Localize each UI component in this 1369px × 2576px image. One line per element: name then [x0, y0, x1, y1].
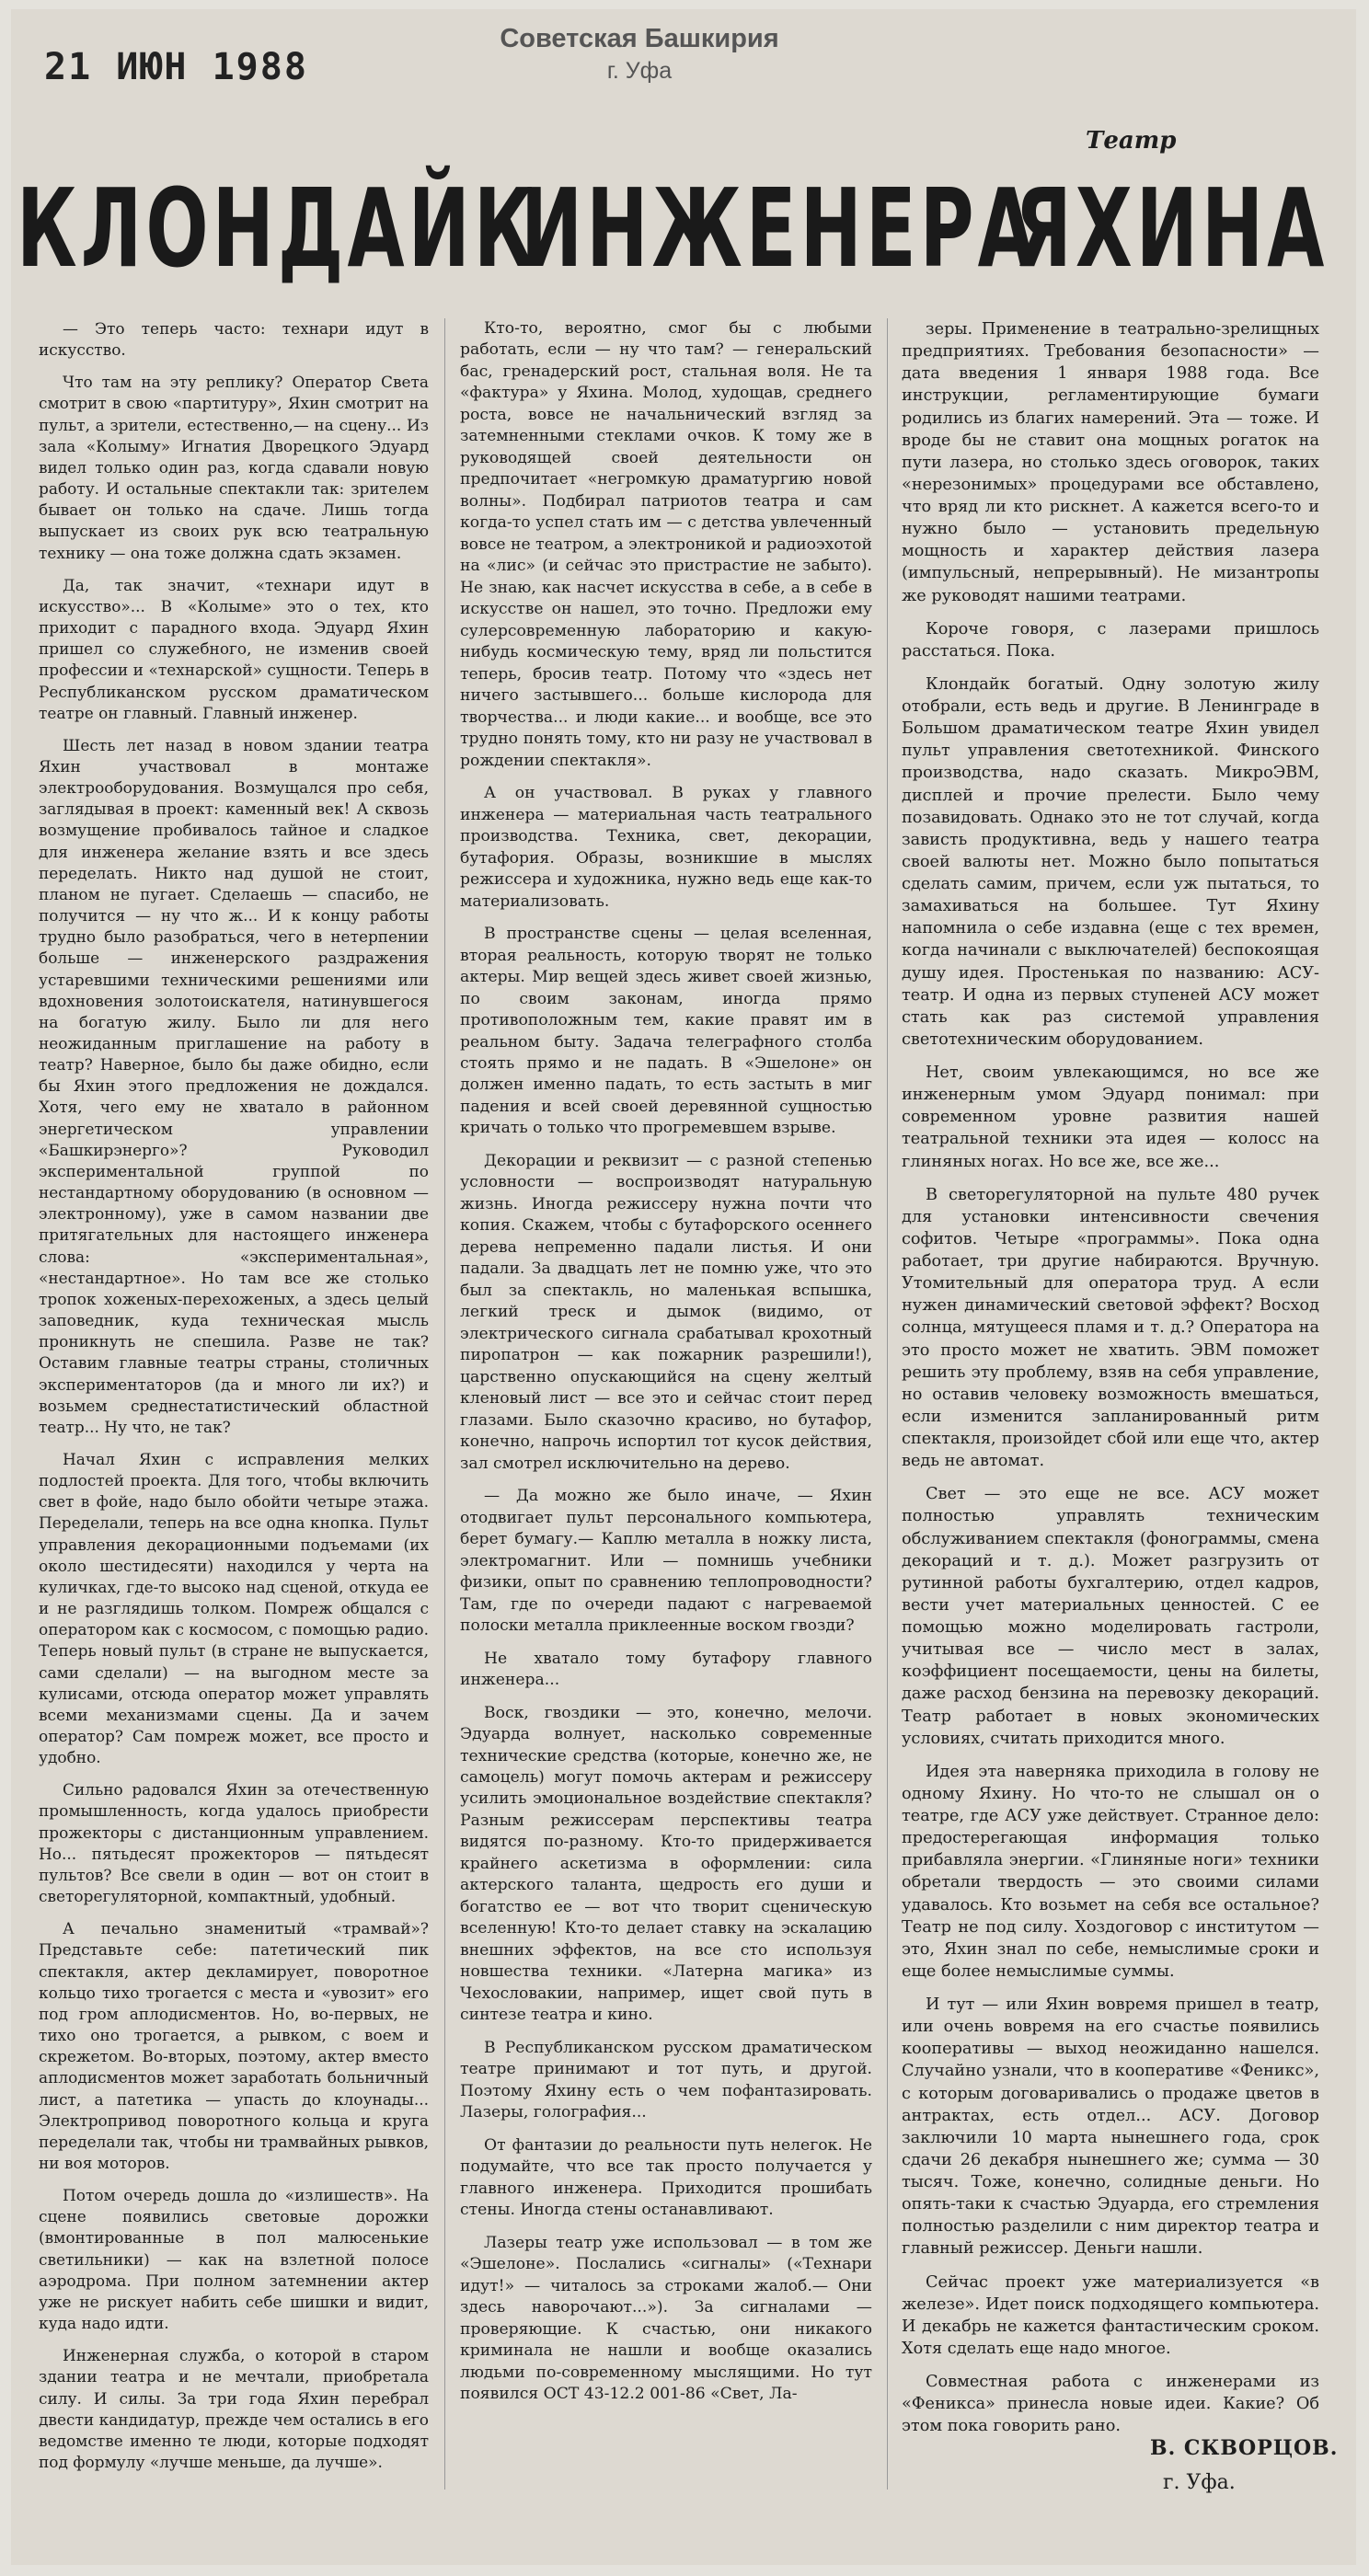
paragraph: Шесть лет назад в новом здании театра Яхин участвовал в монтаже электрооборудования. Возмущался про себя, заглядывая в проект: каменный век! А сквозь возмущение пробивалось тайное и сладкое для инженера желание взять и все здесь переделать. Никто над душой не стоит, планом не пугает. Сделаешь — спасибо, не получится — ну что ж... И к концу работы трудно было разобраться, чего в нетерпении больше — инженерского раздражения устаревшими техническими решениями или вдохновения золотоискателя, натинувшегося на богатую жилу. Было ли для него неожиданным приглашение на работу в театр? Наверное, было бы даже обидно, если бы Яхин этого предложения не дождался. Хотя, чего ему не хватало в районном энергетическом управлении «Башкирэнерго»? Руководил экспериментальной группой по нестандартному оборудованию (в основном — электронному), уже в самом названии две притягательных для настоящего инженера слова: «экспериментальная», «нестандартное». Но там все же столько тропок хоженых-перехоженых, а здесь целый заповедник, куда техническая мысль проникнуть не спешила. Разве не так? Оставим главные театры страны, столичных экспериментаторов (да и много ли их?) и возьмем среднестатистический областной театр... Ну что, не так? [39, 735, 429, 1436]
column-divider [887, 318, 888, 2490]
paragraph: Лазеры театр уже использовал — в том же «Эшелоне». Послались «сигналы» («Технари идут!» — читалось за строками жалоб.— Они здесь наворочают...»). За сигналами — проверяющие. К счастью, они никакого криминала не нашли и вообще оказались людьми по-современному мыслящими. Но тут появился ОСТ 43-12.2 001-86 «Свет, Ла- [460, 2233, 872, 2404]
paragraph: Идея эта наверняка приходила в голову не одному Яхину. Но что-то не слышал он о театре, где АСУ уже действует. Странное дело: предостерегающая информация только прибавляла энергии. «Глиняные ноги» техники обретали твердость — это своими силами удавалось. Кто возьмет на себя все остальное? Театр не под силу. Хоздоговор с институтом — это, Яхин знал по себе, немыслимые сроки и еще более немыслимые суммы. [902, 1762, 1319, 1981]
clipping-date-stamp: 21 ИЮН 1988 [44, 46, 308, 88]
paragraph: Короче говоря, с лазерами пришлось расстаться. Пока. [902, 619, 1319, 661]
paragraph: Кто-то, вероятно, смог бы с любыми работать, если — ну что там? — генеральский бас, гренадерский рост, стальная воля. Не та «фактура» у Яхина. Молод, худощав, среднего роста, вовсе не начальнический взгляд за затемненными стеклами очков. К тому же в руководящей своей деятельности он предпочитает «негромкую драматургию новой волны». Подбирал патриотов театра и сам когда-то успел стать им — с детства увлеченный вовсе не театром, а электроникой и радиоэхотой на «лис» (и сейчас это пристрастие не забыто). Не знаю, как насчет искусства в себе, а в себе в искусстве он нашел, это точно. Предложи ему сулерсовременную лабораторию и какую-нибудь космическую тему, вряд ли польстится теперь, бросив театр. Потому что «здесь нет ничего застывшего... больше кислорода для творчества... и люди какие... и вообще, все это трудно понять тому, кто ни разу не участвовал в рождении спектакля». [460, 319, 872, 770]
headline-word-2: ИНЖЕНЕРА [521, 165, 1039, 292]
paragraph: Свет — это еще не все. АСУ может полностью управлять техническим обслуживанием спектакля (фонограммы, смена декораций и т. д.). Может разгрузить от рутинной работы бухгалтерию, отдел кадров, вести учет материальных ценностей. С ее помощью можно моделировать гастроли, учитывая все — число мест в залах, коэффициент посещаемости, цены на билеты, даже расход бензина на перевозку декораций. Театр работает в новых экономических условиях, считать приходится много. [902, 1485, 1319, 1748]
paragraph: В Республиканском русском драматическом театре принимают и тот путь, и другой. Поэтому Яхину есть о чем пофантазировать. Лазеры, голография... [460, 2038, 872, 2122]
paragraph: Совместная работа с инженерами из «Феникса» принесла новые идеи. Какие? Об этом пока говорить рано. [902, 2373, 1319, 2436]
headline-word-1: КЛОНДАЙК [17, 165, 538, 292]
paragraph: Что там на эту реплику? Оператор Света смотрит в свою «партитуру», Яхин смотрит на пульт, а зрители, естественно,— на сцену... Из зала «Колыму» Игнатия Дворецкого Эдуард видел только один раз, когда сдавали новую работу. И остальные спектакли так: зрителем бывает он только на сдаче. Лишь тогда выпускает из своих рук всю театральную технику — она тоже должна сдать экзамен. [39, 373, 429, 562]
paragraph: В пространстве сцены — целая вселенная, вторая реальность, которую творят не только актеры. Мир вещей здесь живет своей жизнью, по своим законам, иногда прямо противоположным тем, какие правят им в реальном быту. Задача телеграфного столба стоять прямо и не падать. В «Эшелоне» он должен именно падать, то есть застыть в миг падения и всей своей деревянной сущностью кричать о только что прогремевшем взрыве. [460, 925, 872, 1138]
paragraph: — Это теперь часто: технари идут в искусство. [39, 319, 429, 360]
newspaper-name: Советская Башкирия [500, 24, 779, 53]
article-headline [17, 164, 1351, 293]
paragraph: Инженерная служба, о которой в старом здании театра и не мечтали, приобретала силу. И силы. За три года Яхин перебрал двести кандидатур, прежде чем остались в его ведомстве именно те люди, которые подходят под формулу «лучше меньше, да лучше». [39, 2346, 429, 2471]
headline-word-3: ЯХИНА [1015, 165, 1329, 292]
article-column-3 [902, 318, 1319, 2480]
paragraph: Да, так значит, «технари идут в искусство»... В «Колыме» это о тех, кто приходит с парадного входа. Эдуард Яхин пришел со служебного, не изменив своей профессии и «технарской» сущности. Теперь в Республиканском русском драматическом театре он главный. Главный инженер. [39, 575, 429, 722]
article-column-2 [460, 318, 872, 2431]
paragraph: А он участвовал. В руках у главного инженера — материальная часть театрального производства. Техника, свет, декорации, бутафория. Образы, возникшие в мыслях режиссера и художника, нужно ведь еще как-то материализовать. [460, 784, 872, 911]
rubric-label: Театр [1086, 127, 1177, 155]
paragraph: Воск, гвоздики — это, конечно, мелочи. Эдуарда волнует, насколько современные технические средства (которые, конечно же, не самоцель) могут помочь актерам и режиссеру усилить эмоциональное воздействие спектакля? Разным режиссерам перспективы театра видятся по-разному. Кто-то придерживается крайнего аскетизма в оформлении: сила актерского таланта, щедрость его души и богатство ее — вот что творит сценическую вселенную! Кто-то делает ставку на эскалацию внешних эффектов, на все сто используя новшества техники. «Латерна магика» из Чехословакии, например, ищет свой путь в синтезе театра и кино. [460, 1703, 872, 2025]
paragraph: И тут — или Яхин вовремя пришел в театр, или очень вовремя на его счастье появились кооперативы — выход неожиданно нашелся. Случайно узнали, что в кооперативе «Феникс», с которым договаривались о продаже цветов в антрактах, есть отдел... АСУ. Договор заключили 10 марта нынешнего года, срок сдачи 26 декабря нынешнего же; сумма — 30 тысяч. Тоже, конечно, солидные деньги. Но опять-таки к счастью Эдуарда, его стремления полностью разделили с ним директор театра и главный режиссер. Деньги нашли. [902, 1995, 1319, 2259]
paragraph: Потом очередь дошла до «излишеств». На сцене появились световые дорожки (вмонтированные в пол малюсенькие светильники) — как на взлетной полосе аэродрома. При полном затемнении актер уже не рискует набить себе шишки и видит, куда надо идти. [39, 2186, 429, 2333]
paragraph: Сильно радовался Яхин за отечественную промышленность, когда удалось приобрести прожекторы с дистанционным управлением. Но... пятьдесят прожекторов — пятьдесят пультов? Все свели в один — вот он стоит в светорегуляторной, компактный, удобный. [39, 1780, 429, 1906]
paragraph: зеры. Применение в театрально-зрелищных предприятиях. Требования безопасности» — дата введения 1 января 1988 года. Все инструкции, регламентирующие бумаги родились из благих намерений. Эта — тоже. И вроде бы не ставит она мощных рогаток на пути лазера, но столько здесь оговорок, таких «нерезонимых» процедурами все обставлено, что вряд ли кто рискнет. А кажется всего-то и нужно было — установить предельную мощность и характер действия лазера (импульсный, непрерывный). Не мизантропы же руководят нашими театрами. [902, 320, 1319, 605]
paragraph: Клондайк богатый. Одну золотую жилу отобрали, есть ведь и другие. В Ленинграде в Большом драматическом театре Яхин увидел пульт управления светотехникой. Финского производства, надо сказать. МикроЭВМ, дисплей и прочие прелести. Было чему позавидовать. Однако это не тот случай, когда зависть продуктивна, ведь у нашего театра своей валюты нет. Можно было попытаться сделать самим, причем, если уж пытаться, то замахиваться на большее. Тут Яхину напомнила о себе издавна (еще с тех времен, когда начинали с выключателей) беспокоящая душу идея. Простенькая по названию: АСУ-театр. И одна из первых ступеней АСУ может стать как раз системой управления светотехническим оборудованием. [902, 674, 1319, 1049]
author-signature: В. СКВОРЦОВ. [1150, 2436, 1339, 2460]
paragraph: В светорегуляторной на пульте 480 ручек для установки интенсивности свечения софитов. Четыре «программы». Пока одна работает, три другие набираются. Вручную. Утомительный для оператора труд. А если нужен динамический световой эффект? Восход солнца, мятущееся пламя и т. д.? Оператора на это просто может не хватить. ЭВМ поможет решить эту проблему, взяв на себя управление, но оставив человеку возможность вмешаться, если изменится запланированный ритм спектакля, произойдет сбой или еще что, актер ведь не автомат. [902, 1185, 1319, 1471]
paragraph: Нет, своим увлекающимся, но все же инженерным умом Эдуард понимал: при современном уровне развития нашей театральной техники эта идея — колосс на глиняных ногах. Но все же, все же... [902, 1064, 1319, 1171]
author-city: г. Уфа. [1163, 2471, 1236, 2494]
paragraph: От фантазии до реальности путь нелегок. Не подумайте, что все так просто получается у главного инженера. Приходится прошибать стены. Иногда стены останавливают. [460, 2135, 872, 2220]
paragraph: Декорации и реквизит — с разной степенью условности — воспроизводят натуральную жизнь. Иногда режиссеру нужна почти что копия. Скажем, чтобы с бутафорского осеннего дерева непременно падали листья. И они падали. За двадцать лет не помню уже, что это был за спектакль, но маленькая вспышка, легкий треск и дымок (видимо, от электрического сигнала срабатывал крохотный пиропатрон — как пожарник разрешили!), царственно опускающийся на сцену желтый кленовый лист — все это и сейчас стоит перед глазами. Было сказочно красиво, но бутафор, конечно, напрочь испортил тот кусок действия, зал смотрел исключительно на дерево. [460, 1151, 872, 1473]
column-divider [444, 318, 445, 2490]
paragraph: Сейчас проект уже материализуется «в железе». Идет поиск подходящего компьютера. И декабрь не кажется фантастическим сроком. Хотя сделать еще надо многое. [902, 2272, 1319, 2358]
paragraph: А печально знаменитый «трамвай»? Представьте себе: патетический пик спектакля, актер декламирует, поворотное кольцо тихо трогается с места и «увозит» его под гром аплодисментов. Но, во-первых, не тихо оно трогается, а рывком, с воем и скрежетом. Во-вторых, поэтому, актер вместо аплодисментов может заработать больничный лист, а патетика — упасть до клоунады... Электропривод поворотного кольца и круга переделали так, чтобы ни трамвайных рывков, ни воя моторов. [39, 1919, 429, 2172]
article-column-1 [39, 318, 429, 2486]
newspaper-city: г. Уфа [606, 58, 673, 84]
paragraph: — Да можно же было иначе, — Яхин отодвигает пульт персонального компьютера, берет бумагу.— Каплю металла в ножку листа, электромагнит. Или — помнишь учебники физики, опыт по сравнению теплопроводности? Там, где по очереди падают с нагреваемой полоски металла приклеенные воском гвозди? [460, 1487, 872, 1636]
paragraph: Не хватало тому бутафору главного инженера... [460, 1649, 872, 1690]
source-stamp [460, 24, 819, 103]
paragraph: Начал Яхин с исправления мелких подлостей проекта. Для того, чтобы включить свет в фойе, надо было обойти четыре этажа. Переделали, теперь на все одна кнопка. Пульт управления декорационными подъемами (их около шестидесяти) находился у черта на куличках, где-то высоко над сценой, откуда ее и не разглядишь толком. Помреж общался с оператором как с космосом, с помощью радио. Теперь новый пульт (в стране не выпускается, сами сделали) — на выгодном месте за кулисами, отсюда оператор может управлять всеми механизмами сцены. Да и зачем оператор? Сам помреж может, все просто и удобно. [39, 1449, 429, 1767]
